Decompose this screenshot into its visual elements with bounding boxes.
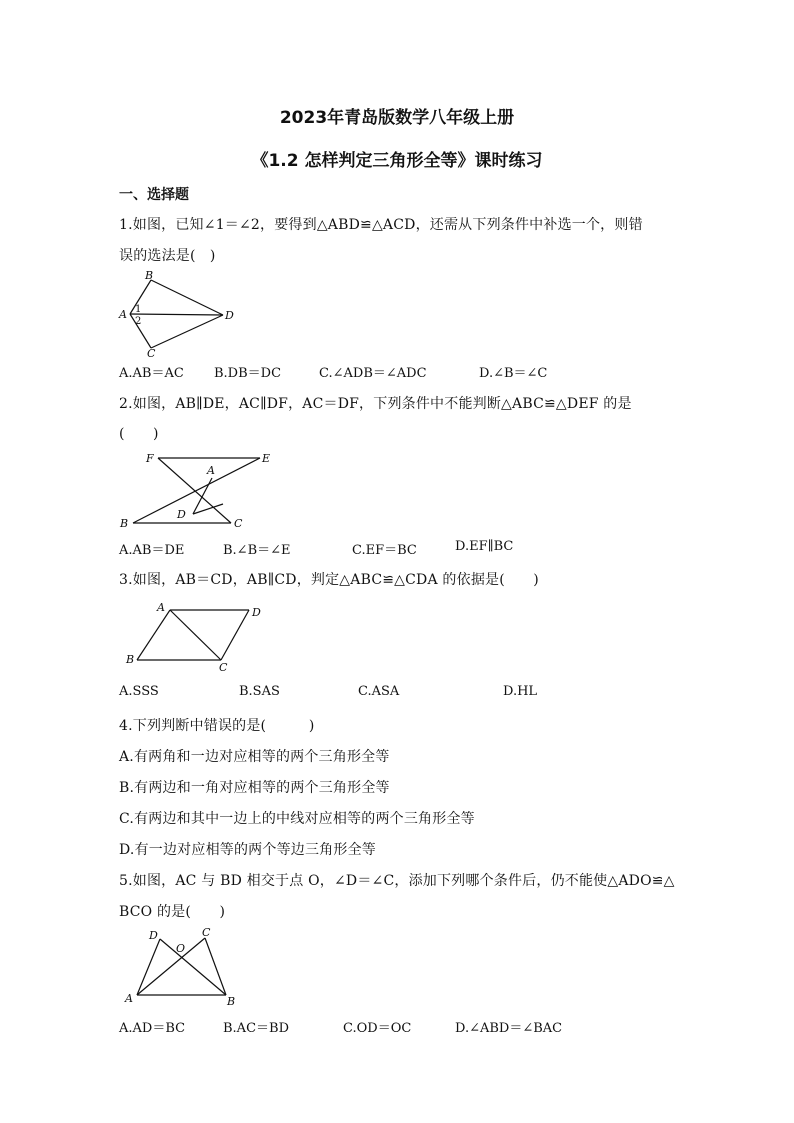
question-1-option-a: A.AB＝AC <box>119 366 184 381</box>
question-1-text-line2: 误的选法是( ) <box>119 248 216 264</box>
page-title: 2023年青岛版数学八年级上册 <box>279 108 515 128</box>
question-5-text-line2: BCO 的是( ) <box>119 904 226 920</box>
question-2-option-a: A.AB＝DE <box>119 543 185 558</box>
fig3-label-a: A <box>157 601 165 614</box>
question-3-figure <box>115 598 265 673</box>
question-2-option-d: D.EF∥BC <box>455 539 514 554</box>
question-3-option-a: A.SSS <box>119 684 159 699</box>
fig3-label-c: C <box>219 661 228 673</box>
question-1-figure <box>115 268 240 360</box>
fig2-label-b: B <box>120 517 129 530</box>
fig2-label-a: A <box>207 464 215 477</box>
question-3-option-d: D.HL <box>503 684 538 699</box>
fig5-label-b: B <box>227 995 236 1008</box>
fig1-label-d: D <box>225 309 234 322</box>
question-4-option-c: C.有两边和其中一边上的中线对应相等的两个三角形全等 <box>119 811 475 827</box>
question-5-option-c: C.OD＝OC <box>343 1021 412 1036</box>
question-3-option-b: B.SAS <box>239 684 280 699</box>
fig1-angle-2: 2 <box>135 316 142 327</box>
question-2-option-c: C.EF＝BC <box>352 543 417 558</box>
question-1-text-line1: 1.如图，已知∠1＝∠2，要得到△ABD≌△ACD，还需从下列条件中补选一个，则错 <box>119 217 643 233</box>
question-4-option-d: D.有一边对应相等的两个等边三角形全等 <box>119 842 376 858</box>
fig5-label-a: A <box>125 992 133 1005</box>
fig1-label-c: C <box>147 347 156 360</box>
fig2-label-f: F <box>146 452 154 465</box>
question-5-text-line1: 5.如图，AC 与 BD 相交于点 O，∠D＝∠C，添加下列哪个条件后，仍不能使△ADO≌△ <box>119 873 675 889</box>
question-5-option-a: A.AD＝BC <box>119 1021 186 1036</box>
fig5-label-d: D <box>149 929 158 942</box>
question-3-option-c: C.ASA <box>358 684 400 699</box>
question-2-text-line1: 2.如图，AB∥DE，AC∥DF，AC＝DF，下列条件中不能判断△ABC≌△DEF 的是 <box>119 396 632 412</box>
fig3-label-b: B <box>126 653 135 666</box>
fig1-label-a: A <box>119 308 127 321</box>
fig5-label-c: C <box>202 926 211 939</box>
question-5-figure <box>115 925 245 1010</box>
fig2-label-d: D <box>177 508 186 521</box>
fig1-label-b: B <box>145 269 154 282</box>
question-1-option-c: C.∠ADB＝∠ADC <box>319 366 427 381</box>
fig2-label-c: C <box>234 517 243 530</box>
question-4-option-a: A.有两角和一边对应相等的两个三角形全等 <box>119 749 390 765</box>
question-5-option-d: D.∠ABD＝∠BAC <box>455 1021 563 1036</box>
question-2-text-line2: ( ) <box>119 426 159 442</box>
fig2-label-e: E <box>262 452 271 465</box>
section-heading: 一、选择题 <box>119 187 189 203</box>
fig5-label-o: O <box>176 942 186 955</box>
question-3-text-line1: 3.如图，AB＝CD，AB∥CD，判定△ABC≌△CDA 的依据是( ) <box>119 572 539 588</box>
page-subtitle: 《1.2 怎样判定三角形全等》课时练习 <box>251 151 543 171</box>
question-2-figure <box>115 446 280 531</box>
question-1-option-b: B.DB＝DC <box>214 366 282 381</box>
question-5-option-b: B.AC＝BD <box>223 1021 289 1036</box>
question-2-option-b: B.∠B＝∠E <box>223 543 291 558</box>
fig1-angle-1: 1 <box>135 304 142 315</box>
question-1-option-d: D.∠B＝∠C <box>479 366 548 381</box>
question-4-text-line1: 4.下列判断中错误的是( ) <box>119 718 315 734</box>
question-4-option-b: B.有两边和一角对应相等的两个三角形全等 <box>119 780 390 796</box>
fig3-label-d: D <box>252 606 261 619</box>
